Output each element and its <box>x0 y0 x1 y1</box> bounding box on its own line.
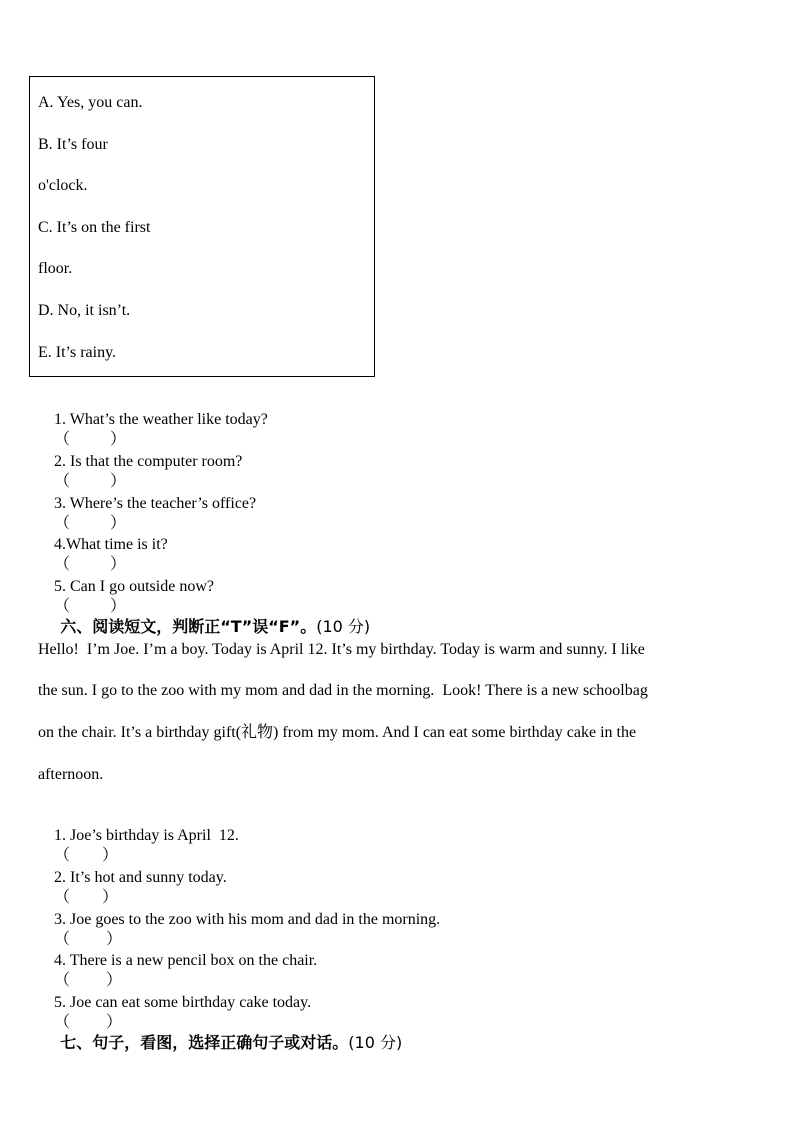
option-b: B. It’s four <box>38 136 108 153</box>
option-e: E. It’s rainy. <box>38 344 117 361</box>
matching-question-1 <box>38 390 268 448</box>
section-7-score: (10 分) <box>348 1033 403 1052</box>
matching-question-3 <box>38 474 257 532</box>
answer-blank[interactable]: （ ） <box>54 847 119 864</box>
section-6-score: (10 分) <box>316 617 371 636</box>
answer-blank[interactable]: （ ） <box>54 1014 123 1031</box>
passage-line-4: afternoon. <box>38 766 104 783</box>
answer-blank[interactable]: （ ） <box>54 889 119 906</box>
question-text: 1. What’s the weather like today? <box>54 411 268 428</box>
passage-line-3: on the chair. It’s a birthday gift(礼物) from my mom. And I can eat some birthday cake in the <box>38 724 637 741</box>
matching-question-2 <box>38 432 243 490</box>
option-a: A. Yes, you can. <box>38 94 143 111</box>
answer-blank[interactable]: （ ） <box>54 431 127 448</box>
section-6-heading <box>38 597 371 636</box>
question-text: 5. Can I go outside now? <box>54 578 214 595</box>
answer-blank[interactable]: （ ） <box>54 972 123 989</box>
question-text: 4.What time is it? <box>54 536 168 553</box>
tf-question-4 <box>38 931 318 989</box>
option-c: C. It’s on the first <box>38 219 151 236</box>
tf-question-5 <box>38 973 312 1031</box>
tf-question-1 <box>38 806 239 864</box>
question-text: 3. Where’s the teacher’s office? <box>54 495 257 512</box>
answer-blank[interactable]: （ ） <box>54 556 127 573</box>
section-7-title: 七、句子，看图，选择正确句子或对话。 <box>60 1033 349 1052</box>
question-text: 4. There is a new pencil box on the chair. <box>54 952 318 969</box>
matching-question-5 <box>38 557 214 615</box>
option-c-continued: floor. <box>38 260 73 277</box>
question-text: 5. Joe can eat some birthday cake today. <box>54 994 312 1011</box>
question-text: 1. Joe’s birthday is April 12. <box>54 827 239 844</box>
question-text: 2. Is that the computer room? <box>54 453 243 470</box>
answer-blank[interactable]: （ ） <box>54 598 127 615</box>
answer-blank[interactable]: （ ） <box>54 515 127 532</box>
option-b-continued: o'clock. <box>38 177 88 194</box>
answer-blank[interactable]: （ ） <box>54 931 123 948</box>
question-text: 2. It’s hot and sunny today. <box>54 869 227 886</box>
option-d: D. No, it isn’t. <box>38 302 131 319</box>
passage-line-1: Hello! I’m Joe. I’m a boy. Today is April 12. It’s my birthday. Today is warm and sunny. I like <box>38 641 645 658</box>
section-7-heading <box>38 1013 403 1052</box>
matching-question-4 <box>38 515 168 573</box>
tf-question-2 <box>38 848 227 906</box>
question-text: 3. Joe goes to the zoo with his mom and dad in the morning. <box>54 911 441 928</box>
tf-question-3 <box>38 890 441 948</box>
passage-line-2: the sun. I go to the zoo with my mom and dad in the morning. Look! There is a new schoolbag <box>38 682 648 699</box>
answer-blank[interactable]: （ ） <box>54 473 127 490</box>
section-6-title: 六、阅读短文，判断正“T”误“F”。 <box>60 617 317 636</box>
